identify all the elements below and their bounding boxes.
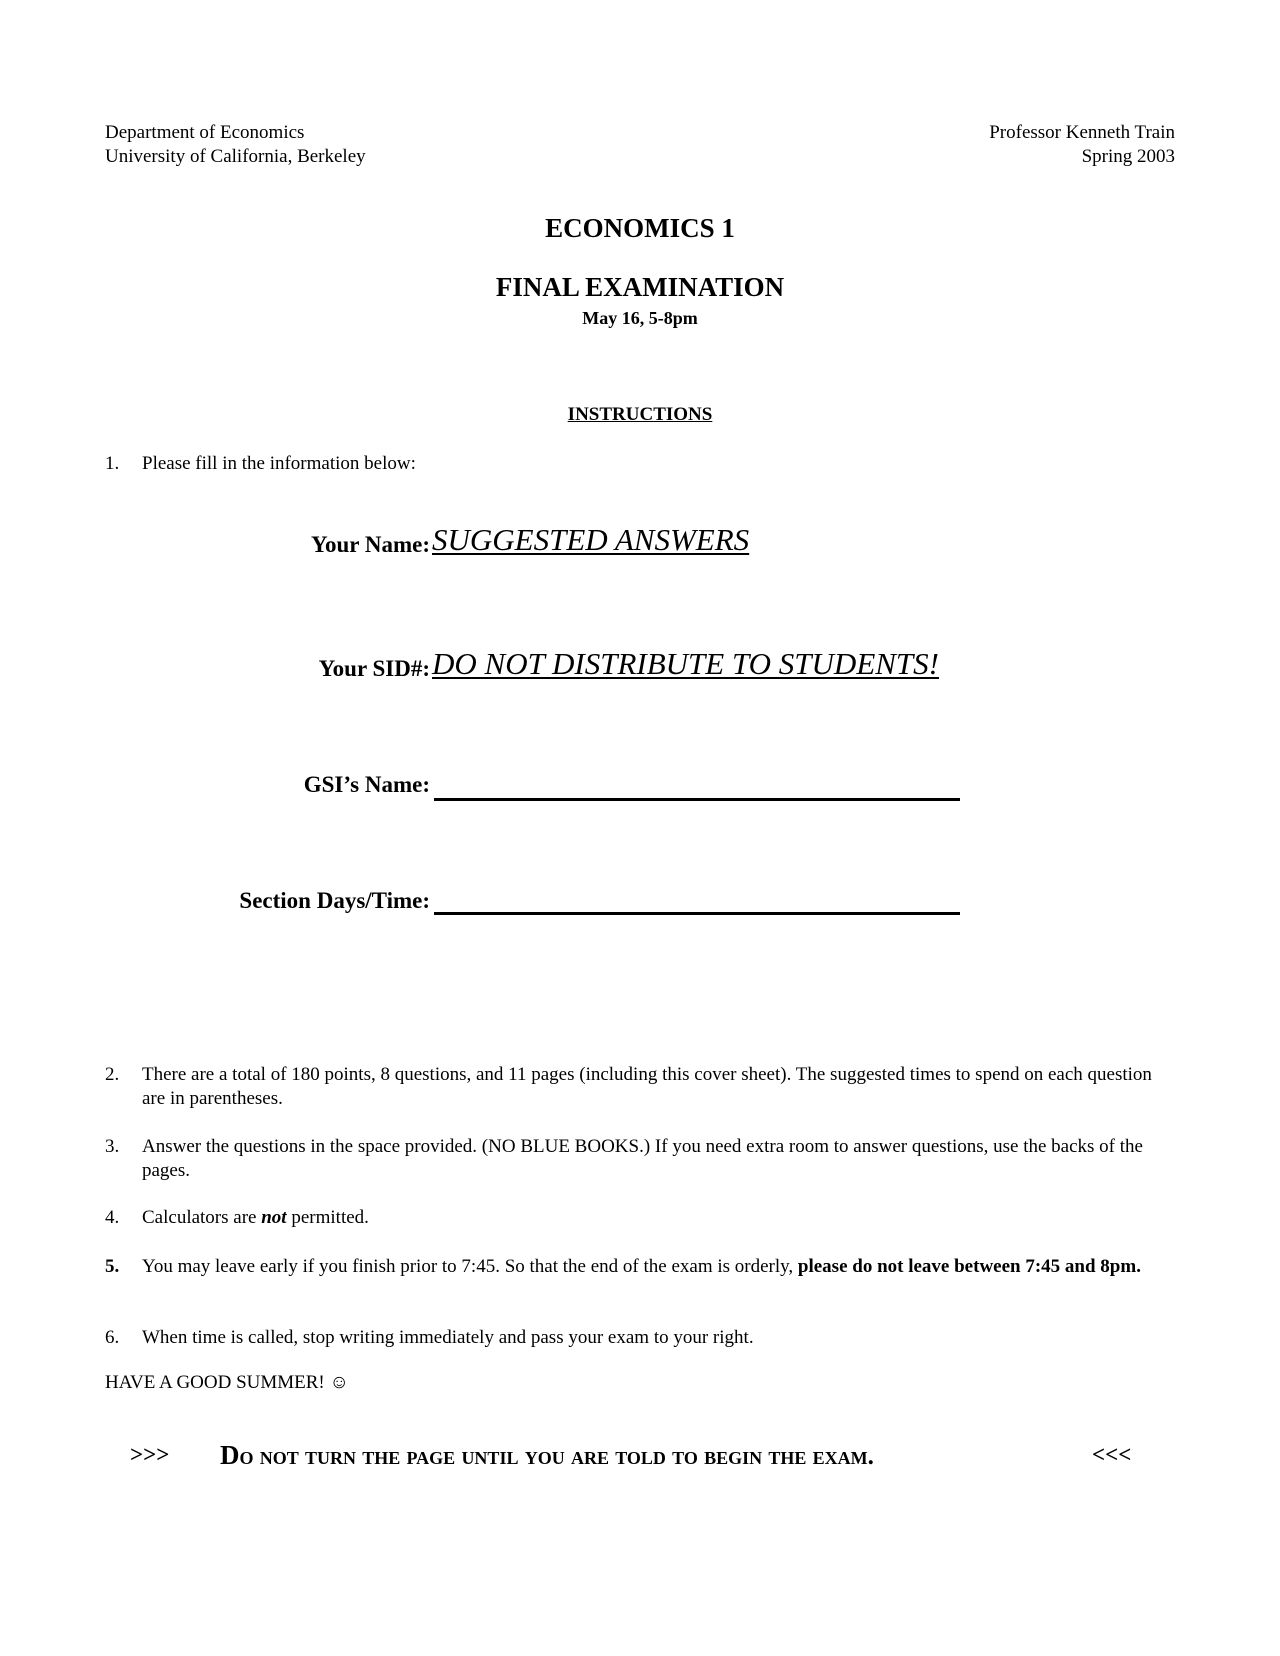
item-2-number: 2. <box>105 1064 120 1085</box>
item-6-number: 6. <box>105 1327 120 1348</box>
university-text: University of California, Berkeley <box>105 146 366 167</box>
name-label: Your Name: <box>310 532 430 557</box>
header-right <box>989 121 1175 169</box>
footer-message <box>220 1440 874 1471</box>
item-5-text <box>142 1255 1152 1279</box>
exam-title: FINAL EXAMINATION <box>495 272 785 302</box>
gsi-label: GSI’s Name: <box>303 772 430 797</box>
item-1-text: Please fill in the information below: <box>142 453 416 474</box>
department-text: Department of Economics <box>105 122 305 143</box>
item-3-number: 3. <box>105 1136 120 1157</box>
instructions-heading: INSTRUCTIONS <box>567 404 713 425</box>
sid-label: Your SID#: <box>318 656 430 681</box>
item-1-number: 1. <box>105 453 120 474</box>
item-4-text-before: Calculators are <box>142 1207 262 1228</box>
item-5-number: 5. <box>105 1256 120 1277</box>
footer-right-arrows: <<< <box>1092 1442 1132 1467</box>
item-5-text-plain: You may leave early if you finish prior to 7:45. So that the end of the exam is orderly, <box>142 1256 798 1277</box>
item-4-number: 4. <box>105 1207 120 1228</box>
name-value: SUGGESTED ANSWERS <box>432 522 750 557</box>
item-2-text: There are a total of 180 points, 8 questions, and 11 pages (including this cover sheet). The suggested times to spend on each question are in parentheses. <box>142 1064 1152 1109</box>
item-5-text-bold: please do not leave between 7:45 and 8pm. <box>797 1256 1141 1277</box>
section-label: Section Days/Time: <box>239 888 430 913</box>
item-4-text-after: permitted. <box>286 1207 369 1228</box>
footer-left-arrows: >>> <box>130 1442 170 1467</box>
item-6-text: When time is called, stop writing immediately and pass your exam to your right. <box>142 1327 754 1348</box>
sid-value: DO NOT DISTRIBUTE TO STUDENTS! <box>432 646 939 681</box>
section-blank-line <box>434 912 960 915</box>
closing-text: HAVE A GOOD SUMMER! ☺ <box>105 1372 349 1393</box>
item-3-text: Answer the questions in the space provided. (NO BLUE BOOKS.) If you need extra room to answer questions, use the backs of the pages. <box>142 1136 1143 1181</box>
footer-message-first: D <box>220 1440 240 1470</box>
item-4-emphasis: not <box>261 1207 287 1228</box>
item-4-text <box>142 1206 1152 1230</box>
gsi-blank-line <box>434 798 960 801</box>
header-left <box>105 121 366 169</box>
exam-date: May 16, 5-8pm <box>582 308 698 328</box>
course-title: ECONOMICS 1 <box>545 213 735 243</box>
footer-message-rest: o not turn the page until you are told to begin the exam. <box>239 1443 874 1470</box>
term-text: Spring 2003 <box>1081 146 1175 167</box>
professor-text: Professor Kenneth Train <box>989 122 1175 143</box>
